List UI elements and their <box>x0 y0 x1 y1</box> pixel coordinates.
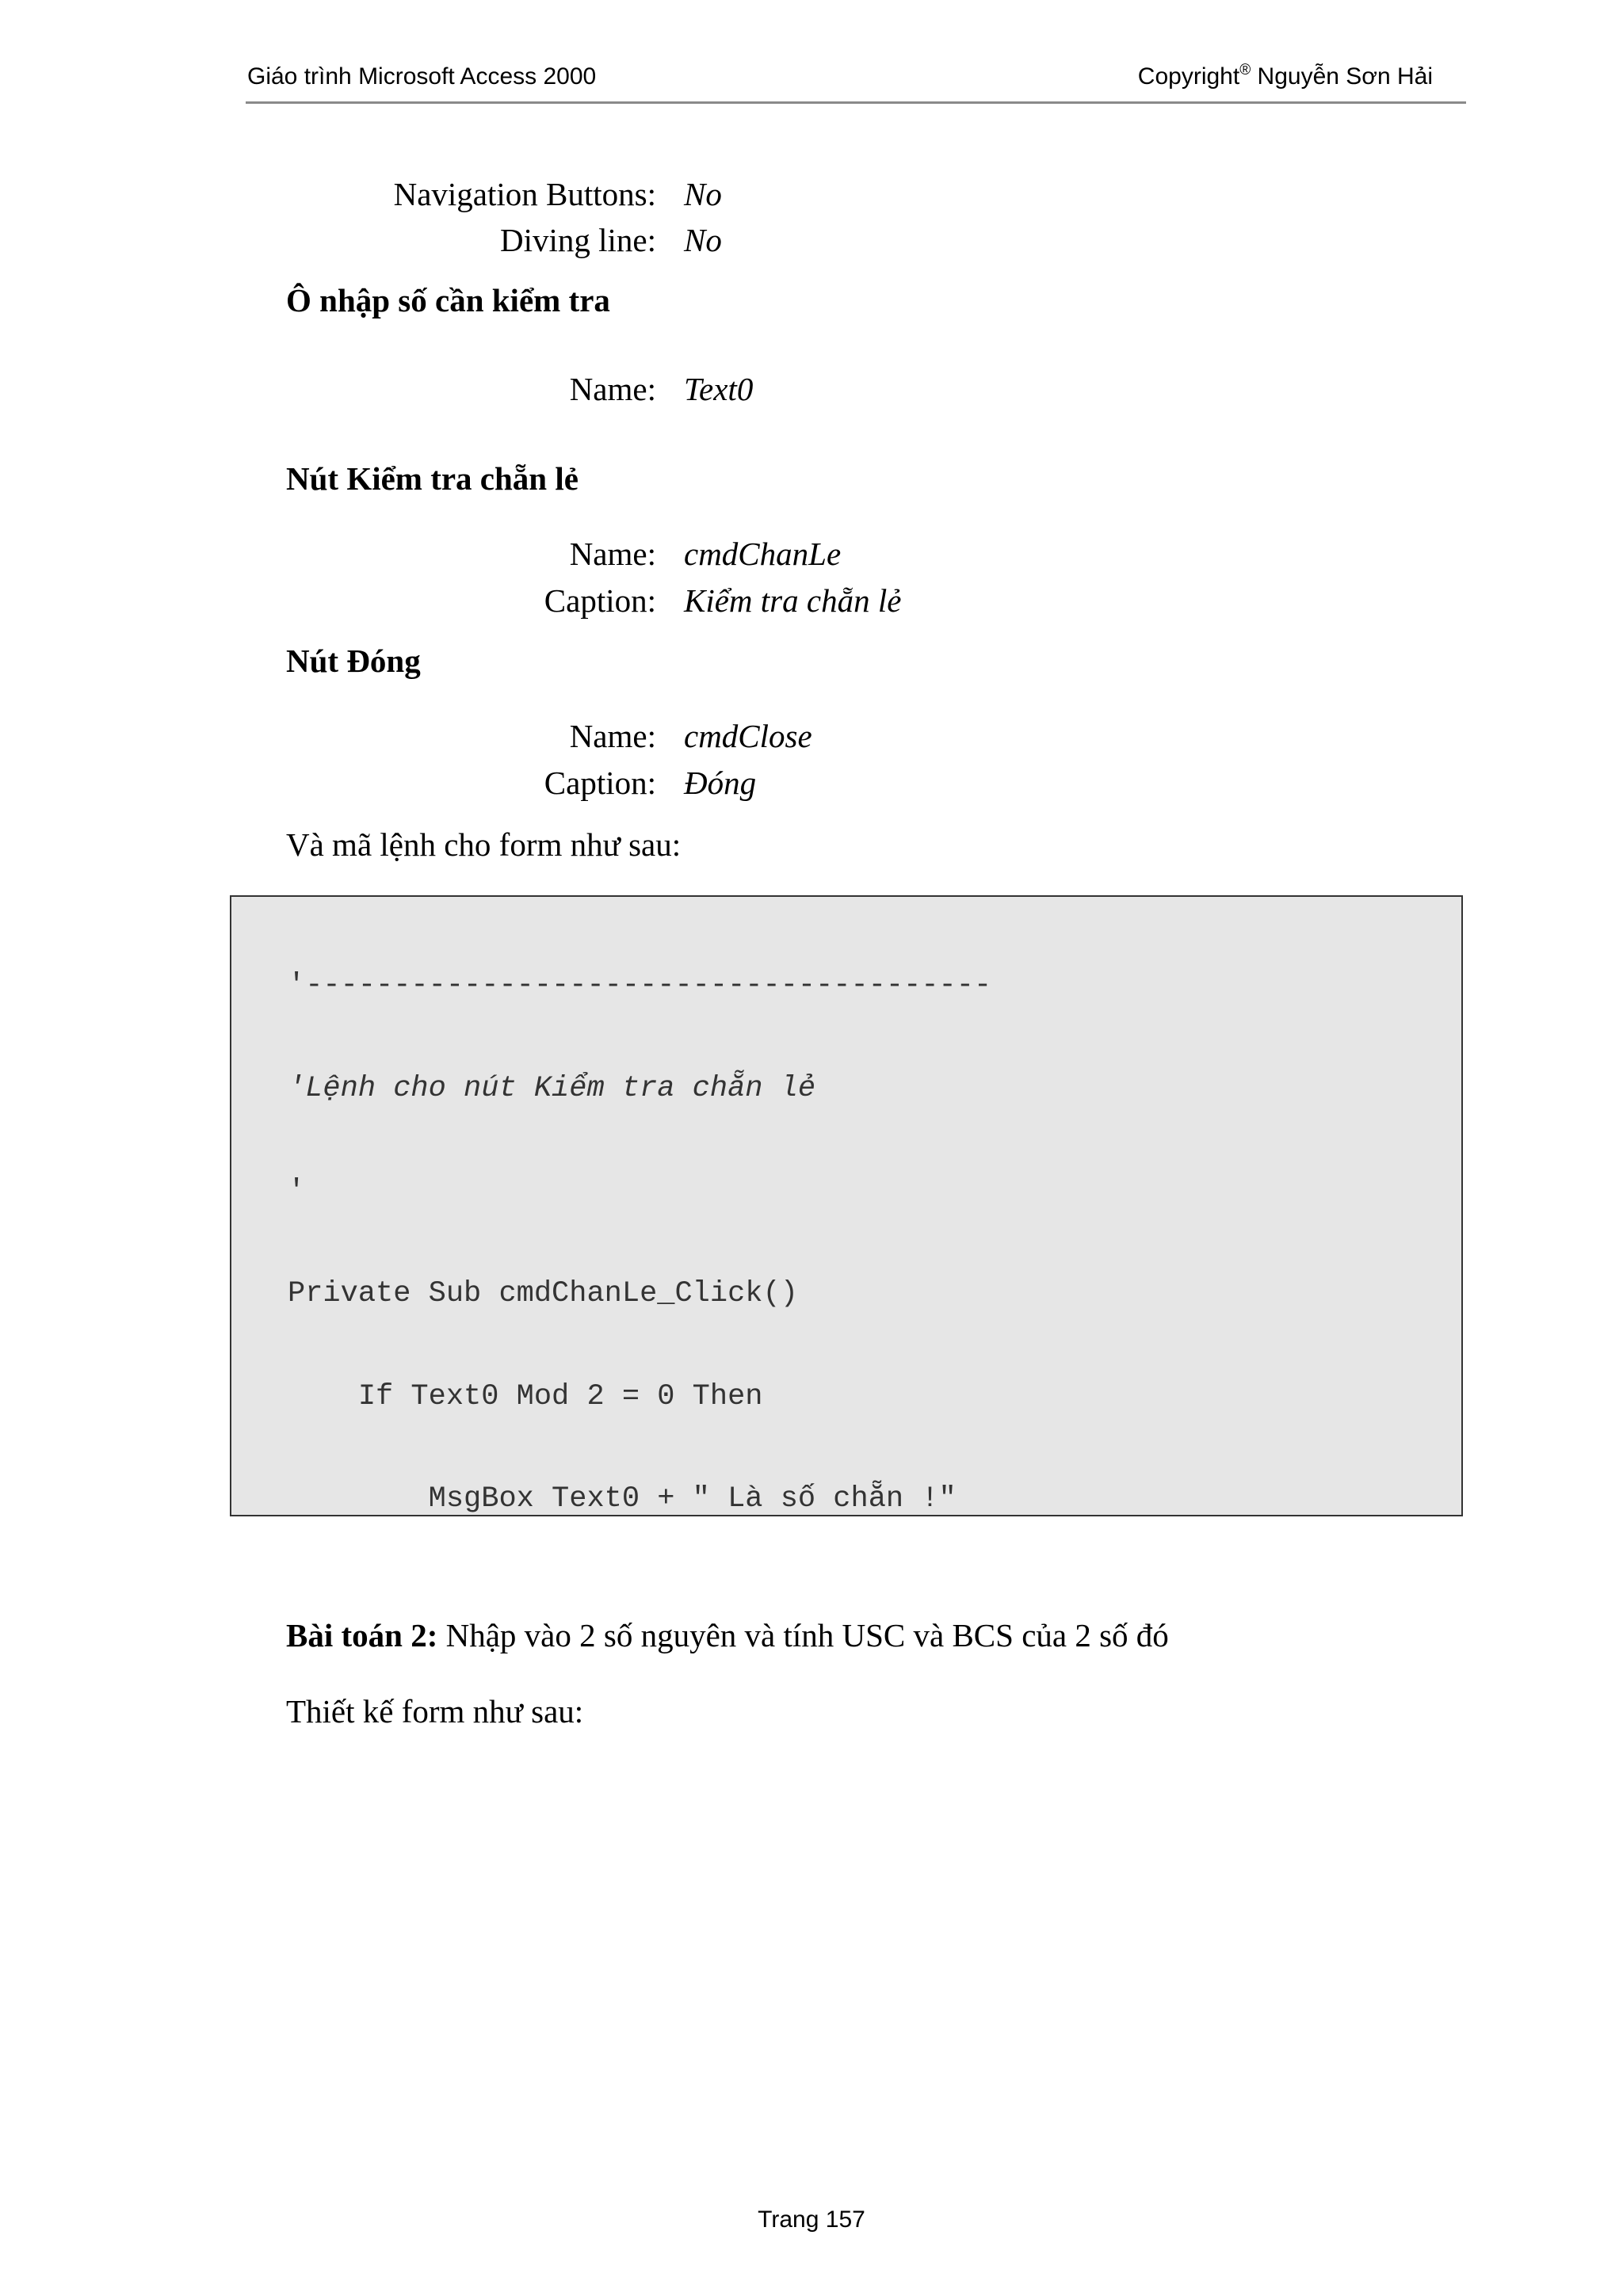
code-listing <box>288 901 1027 1516</box>
prop-value: Text0 <box>684 371 754 407</box>
section-heading-check-button: Nút Kiểm tra chẵn lẻ <box>286 460 579 497</box>
code-line: Private Sub cmdChanLe_Click() <box>288 1277 798 1311</box>
prop-value: Kiểm tra chẵn lẻ <box>684 582 902 619</box>
registered-mark: ® <box>1239 62 1251 78</box>
code-line: '--------------------------------------- <box>288 969 992 1003</box>
prop-value: cmdClose <box>684 718 812 754</box>
prop-label: Diving line: <box>499 222 656 258</box>
copyright-word: Copyright <box>1137 63 1240 90</box>
section-heading-input: Ô nhập số cần kiểm tra <box>286 282 610 318</box>
header-copyright <box>1138 63 1433 90</box>
prop-value: Đóng <box>684 765 757 801</box>
prop-value: No <box>684 176 722 212</box>
code-intro-text: Và mã lệnh cho form như sau: <box>286 826 682 863</box>
prop-label: Caption: <box>544 582 656 619</box>
prop-label: Name: <box>569 718 656 754</box>
header-book-title: Giáo trình Microsoft Access 2000 <box>247 63 597 90</box>
section-heading-close-button: Nút Đóng <box>286 643 421 679</box>
problem-2-label: Bài toán 2: <box>286 1617 438 1653</box>
problem-2-statement <box>286 1616 1169 1654</box>
code-line: If Text0 Mod 2 = 0 Then <box>288 1379 763 1413</box>
prop-label: Navigation Buttons: <box>393 176 656 212</box>
code-line: 'Lệnh cho nút Kiểm tra chẵn lẻ <box>288 1072 816 1105</box>
prop-value: cmdChanLe <box>684 536 842 572</box>
problem-2-text: Nhập vào 2 số nguyên và tính USC và BCS của 2 số đó <box>437 1617 1169 1653</box>
design-intro-text: Thiết kế form như sau: <box>286 1693 584 1730</box>
prop-label: Name: <box>569 371 656 407</box>
copyright-author: Nguyễn Sơn Hải <box>1251 63 1433 90</box>
code-line: ' <box>288 1174 306 1208</box>
code-listing-box <box>230 895 1463 1516</box>
code-line: MsgBox Text0 + " Là số chẵn !" <box>288 1482 957 1516</box>
prop-label: Caption: <box>544 765 656 801</box>
page-number: Trang 157 <box>758 2206 865 2233</box>
prop-value: No <box>684 222 722 258</box>
page-header <box>246 63 1466 104</box>
prop-label: Name: <box>569 536 656 572</box>
